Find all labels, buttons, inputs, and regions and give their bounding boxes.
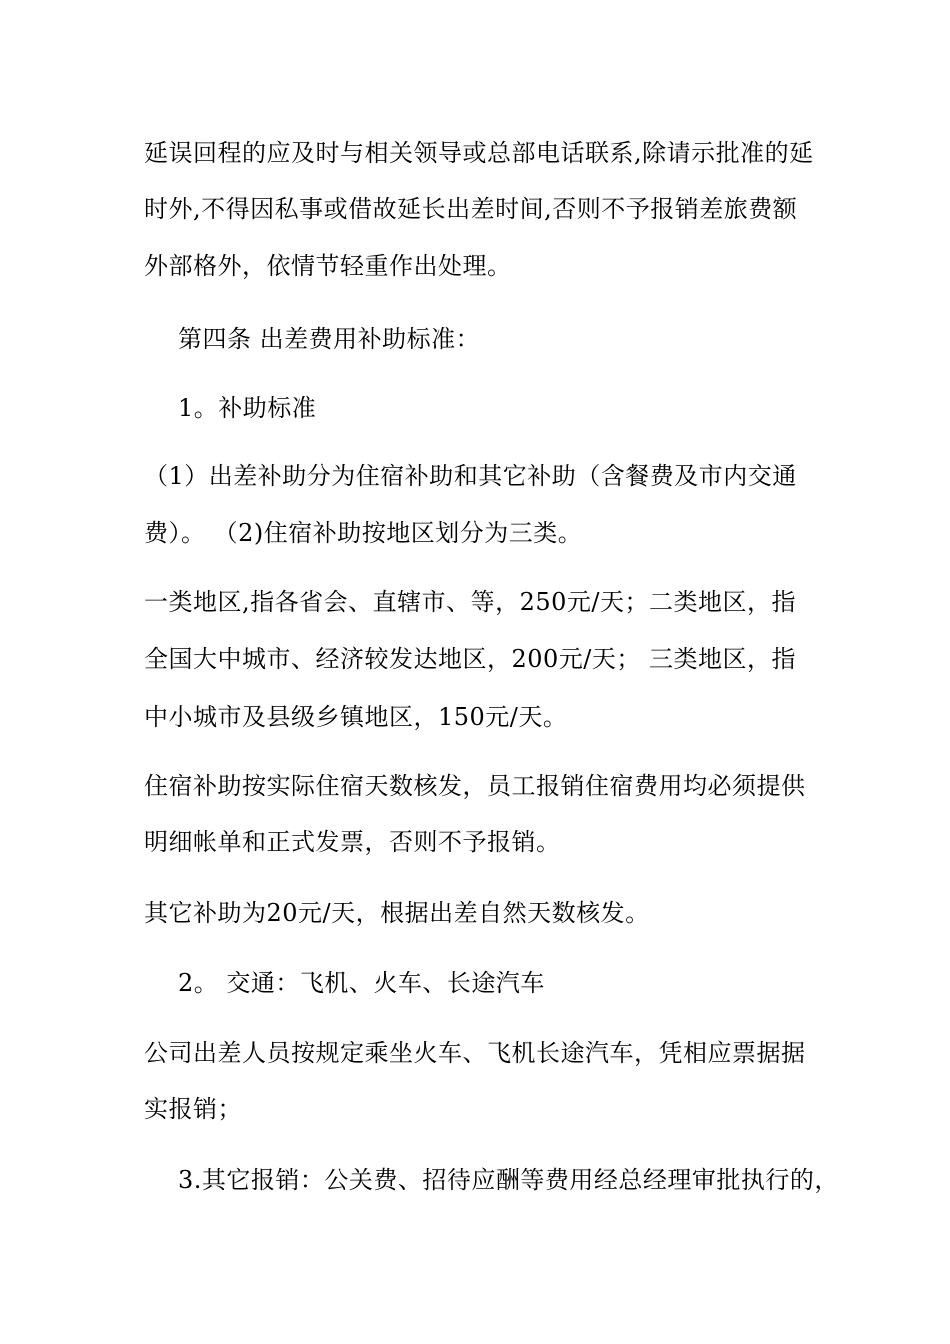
section-heading-3: 3.其它报销：公关费、招待应酬等费用经总经理审批执行的， bbox=[178, 1166, 839, 1194]
text-line-6: （1）出差补助分为住宿补助和其它补助（含餐费及市内交通 bbox=[144, 462, 797, 490]
text-line-2: 时外,不得因私事或借故延长出差时间,否则不予报销差旅费额 bbox=[144, 195, 798, 223]
text-line-9: 全国大中城市、经济较发达地区，200元/天； 三类地区，指 bbox=[144, 645, 797, 673]
text-line-10: 中小城市及县级乡镇地区，150元/天。 bbox=[144, 703, 568, 731]
text-line-16: 实报销； bbox=[144, 1095, 242, 1123]
section-heading-2: 2。 交通：飞机、火车、长途汽车 bbox=[178, 969, 545, 997]
text-line-15: 公司出差人员按规定乘坐火车、飞机长途汽车，凭相应票据据 bbox=[144, 1039, 806, 1067]
article-heading: 第四条 出差费用补助标准： bbox=[178, 325, 481, 353]
section-heading-1: 1。补助标准 bbox=[178, 394, 317, 422]
text-line-12: 明细帐单和正式发票，否则不予报销。 bbox=[144, 828, 561, 856]
text-line-7: 费）。 （2)住宿补助按地区划分为三类。 bbox=[144, 519, 583, 547]
text-line-1: 延误回程的应及时与相关领导或总部电话联系,除请示批准的延 bbox=[144, 139, 814, 167]
text-line-3: 外部格外，依情节轻重作出处理。 bbox=[144, 252, 512, 280]
text-line-11: 住宿补助按实际住宿天数核发，员工报销住宿费用均必须提供 bbox=[144, 772, 806, 800]
text-line-13: 其它补助为20元/天，根据出差自然天数核发。 bbox=[144, 899, 650, 927]
text-line-8: 一类地区,指各省会、直辖市、等，250元/天；二类地区，指 bbox=[144, 588, 797, 616]
